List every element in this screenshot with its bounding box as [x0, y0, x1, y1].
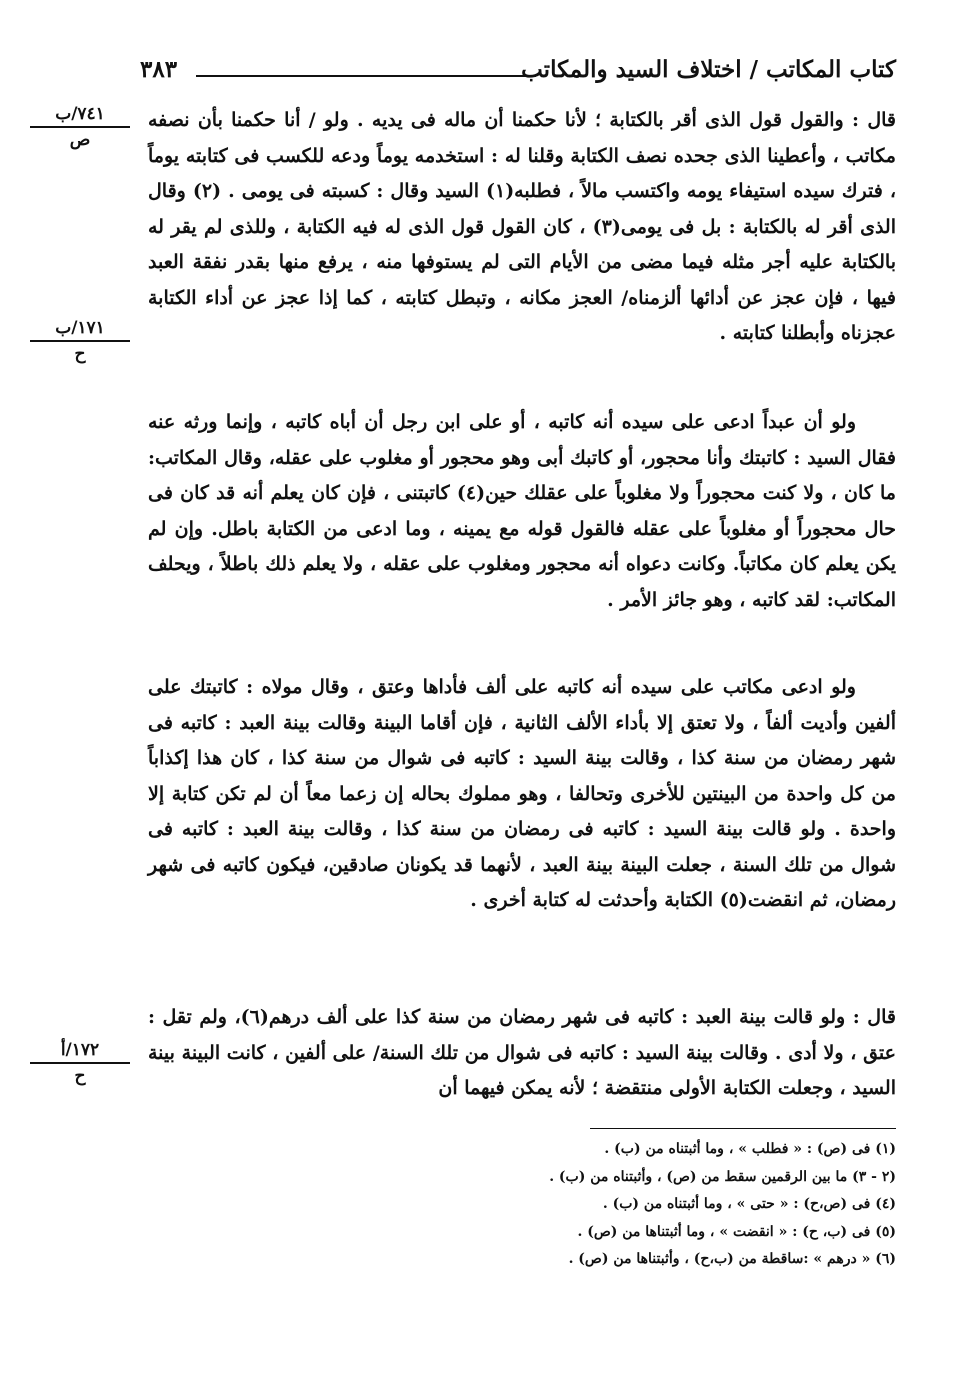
- page-number: ٣٨٣: [140, 56, 178, 83]
- body-paragraph: [148, 103, 896, 352]
- margin-note-folio: [30, 1040, 130, 1086]
- paragraph-label: قال :: [852, 1006, 896, 1028]
- margin-note-siglum: ص: [69, 130, 91, 150]
- margin-note-folio-number: ١٧٢/أ: [30, 1040, 130, 1064]
- paragraph-text: والقول قول الذى أقر بالكتابة ؛ لأنا حكمنا أن ماله فى يديه . ولو / أنا حكمنا بأن نصفه مكاتب ، وأعطينا الذى جحده نصف الكتابة وقلنا له : استخدمه يوماً ودعه للكسب فى كتابته يوماً ، فترك سيده استيفاء يومه واكتسب مالاً ، فطلبه(١) السيد وقال : كسبته فى يومى . (٢) وقال الذى أقر له بالكتابة : بل فى يومى(٣) ، كان القول قول الذى له فيه الكتابة ، وللذى لم يقر له بالكتابة عليه أجر مثله فيما مضى من الأيام التى لم يستوفها منه ، يرفع منها بقدر نفقة العبد فيها ، فإن عجز عن أدائها ألزمناه/ العجز مكانه ، وتبطل كتابته ، كما إذا عجز عن أداء الكتابة عجزناه وأبطلنا كتابته .: [148, 109, 896, 344]
- paragraph-label: قال :: [852, 109, 896, 131]
- footnote: (٢ - ٣) ما بين الرقمين سقط من (ص) ، وأثبتناه من (ب) .: [549, 1168, 896, 1185]
- margin-note-siglum: ح: [74, 344, 86, 364]
- paragraph-text: ولو ادعى مكاتب على سيده أنه كاتبه على ألف فأداها وعتق ، وقال مولاه : كاتبتك على ألفين وأديت ألفاً ، ولا تعتق إلا بأداء الألف الثانية ، فإن أقاما البينة وقالت بينة العبد : كاتبه فى شهر رمضان من سنة كذا ، وقالت بينة السيد : كاتبه فى شوال من سنة كذا ، كان هذا إكذاباً من كل واحدة من البينتين للأخرى وتحالفا ، وهو مملوك بحاله إن زعما معاً أن لم تكن كتابة إلا واحدة . ولو قالت بينة السيد : كاتبه فى رمضان من سنة كذا ، وقالت بينة العبد : كاتبه فى شوال من تلك السنة ، جعلت البينة بينة العبد ، لأنهما قد يكونان صادقين، فيكون كاتبه فى شهر رمضان، ثم انقضت(٥) الكتابة وأحدثت له كتابة أخرى .: [148, 676, 896, 911]
- paragraph-text: ولو أن عبداً ادعى على سيده أنه كاتبه ، أو على ابن رجل أن أباه كاتبه ، وإنما ورثه عنه فقال السيد : كاتبتك وأنا محجور، أو كاتبك أبى وهو محجور أو مغلوب على عقله، وقال المكاتب: ما كان ، ولا كنت محجوراً ولا مغلوباً على عقلك حين(٤) كاتبتنى ، فإن كان يعلم أنه قد كان فى حال محجوراً أو مغلوباً على عقله فالقول قوله مع يمينه ، وما ادعى من الكتابة باطل. وإن لم يكن يعلم كان مكاتباً. وكانت دعواه أنه محجور ومغلوب على عقله ، ولا يعلم ذلك باطلاً ، ويحلف المكاتب: لقد كاتبه ، وهو جائز الأمر .: [148, 411, 896, 611]
- page-header: [140, 52, 896, 92]
- body-paragraph: [148, 405, 896, 618]
- body-paragraph: [148, 1000, 896, 1107]
- footnote: (٤) فى (ص،ح) : « حتى » ، وما أثبتناه من (ب) .: [602, 1196, 896, 1212]
- margin-note-folio-number: ١٧١/ب: [30, 318, 130, 342]
- margin-note-folio-number: ٧٤١/ب: [30, 104, 130, 128]
- footnotes: [300, 1136, 896, 1274]
- margin-note-siglum: ح: [74, 1066, 86, 1086]
- margin-note-folio: [30, 318, 130, 364]
- footnote: (٦) « درهم » :ساقطة من (ب،ح) ، وأثبتناها من (ص) .: [568, 1251, 896, 1267]
- body-paragraph: [148, 670, 896, 919]
- paragraph-text: ولو قالت بينة العبد : كاتبه فى شهر رمضان من سنة كذا على ألف درهم(٦)، ولم تقل : عتق ، ولا أدى . وقالت بينة السيد : كاتبه فى شوال من تلك السنة/ على ألفين ، كانت البينة بينة السيد ، وجعلت الكتابة الأولى منتقضة ؛ لأنه يمكن فيهما أن: [148, 1006, 896, 1099]
- footnote: (٥) فى (ب، ح) : « انقضت » ، وما أثبتناها من (ص) .: [577, 1223, 896, 1240]
- margin-note-folio: [30, 104, 130, 150]
- header-rule: [196, 75, 536, 77]
- footnote-rule: [590, 1128, 896, 1129]
- footnote: (١) فى (ص) : « فطلب » ، وما أثبتناه من (ب) .: [604, 1141, 896, 1157]
- running-title: كتاب المكاتب / اختلاف السيد والمكاتب: [521, 56, 896, 83]
